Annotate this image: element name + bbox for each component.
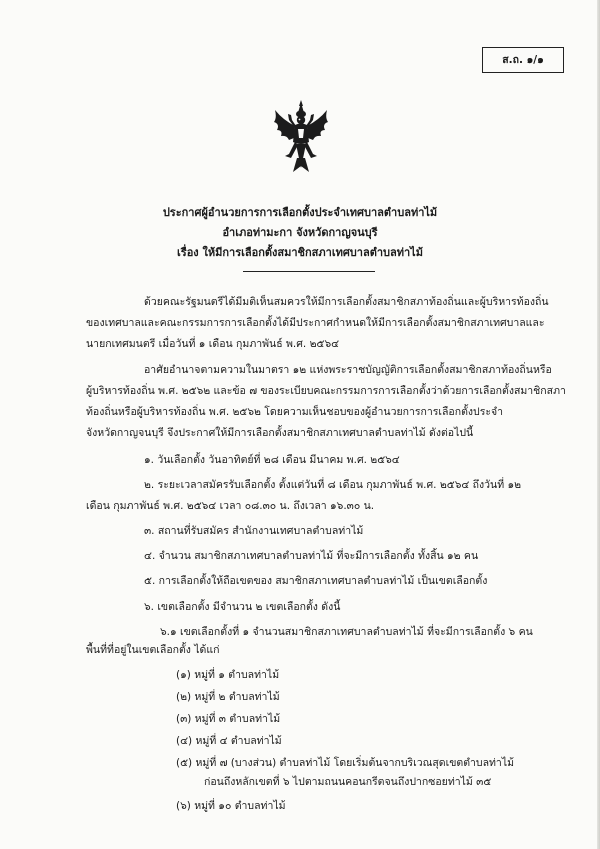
item-2-line-1: ๒. ระยะเวลาสมัครรับเลือกตั้ง ตั้งแต่วันที่ ๘ เดือน กุมภาพันธ์ พ.ศ. ๒๕๖๔ ถึงวันที่ ๑๒ bbox=[144, 479, 522, 491]
item-3-location: ๓. สถานที่รับสมัคร สำนักงานเทศบาลตำบลท่าไม้ bbox=[144, 525, 364, 537]
form-code-box: ส.ถ. ๑/๑ bbox=[482, 47, 564, 73]
item-2-line-2: เดือน กุมภาพันธ์ พ.ศ. ๒๕๖๔ เวลา ๐๘.๓๐ น. ถึงเวลา ๑๖.๓๐ น. bbox=[86, 500, 375, 512]
paragraph-2-line-1: อาศัยอำนาจตามความในมาตรา ๑๒ แห่งพระราชบัญญัติการเลือกตั้งสมาชิกสภาท้องถิ่นหรือ bbox=[144, 364, 552, 376]
title-divider bbox=[243, 271, 375, 272]
village-item-6: (๖) หมู่ที่ ๑๐ ตำบลท่าไม้ bbox=[176, 800, 286, 812]
paragraph-1-line-2: ของเทศบาลและคณะกรรมการการเลือกตั้งได้มีประกาศกำหนดให้มีการเลือกตั้งสมาชิกสภาเทศบาลและ bbox=[86, 317, 545, 329]
item-4-members: ๔. จำนวน สมาชิกสภาเทศบาลตำบลท่าไม้ ที่จะมีการเลือกตั้ง ทั้งสิ้น ๑๒ คน bbox=[144, 550, 479, 562]
paragraph-1-line-1: ด้วยคณะรัฐมนตรีได้มีมติเห็นสมควรให้มีการเลือกตั้งสมาชิกสภาท้องถิ่นและผู้บริหารท้องถิ่น bbox=[144, 296, 549, 308]
village-item-5: (๕) หมู่ที่ ๗ (บางส่วน) ตำบลท่าไม้ โดยเริ่มต้นจากบริเวณสุดเขตตำบลท่าไม้ bbox=[176, 757, 515, 769]
heading-line-1: ประกาศผู้อำนวยการการเลือกตั้งประจำเทศบาลตำบลท่าไม้ bbox=[162, 206, 438, 219]
paragraph-2-line-3: ท้องถิ่นหรือผู้บริหารท้องถิ่น พ.ศ. ๒๕๖๒ โดยความเห็นชอบของผู้อำนวยการการเลือกตั้งประจำ bbox=[86, 406, 504, 418]
paragraph-2-line-4: จังหวัดกาญจนบุรี จึงประกาศให้มีการเลือกตั้งสมาชิกสภาเทศบาลตำบลท่าไม้ ดังต่อไปนี้ bbox=[86, 427, 474, 439]
village-item-1: (๑) หมู่ที่ ๑ ตำบลท่าไม้ bbox=[176, 669, 280, 681]
garuda-emblem-icon bbox=[271, 98, 331, 174]
heading-line-3: เรื่อง ให้มีการเลือกตั้งสมาชิกสภาเทศบาลตำบลท่าไม้ bbox=[177, 246, 423, 259]
item-1-election-day: ๑. วันเลือกตั้ง วันอาทิตย์ที่ ๒๘ เดือน มีนาคม พ.ศ. ๒๕๖๔ bbox=[144, 454, 400, 466]
village-item-2: (๒) หมู่ที่ ๒ ตำบลท่าไม้ bbox=[176, 691, 280, 703]
item-5-district: ๕. การเลือกตั้งให้ถือเขตของ สมาชิกสภาเทศบาลตำบลท่าไม้ เป็นเขตเลือกตั้ง bbox=[144, 575, 488, 587]
village-item-3: (๓) หมู่ที่ ๓ ตำบลท่าไม้ bbox=[176, 713, 281, 725]
paragraph-2-line-2: ผู้บริหารท้องถิ่น พ.ศ. ๒๕๖๒ และข้อ ๗ ของระเบียบคณะกรรมการการเลือกตั้งว่าด้วยการเลือกตั้งสมาชิกสภา bbox=[86, 385, 566, 397]
paragraph-1-line-3: นายกเทศมนตรี เมื่อวันที่ ๑ เดือน กุมภาพันธ์ พ.ศ. ๒๕๖๔ bbox=[86, 338, 340, 350]
village-item-4: (๔) หมู่ที่ ๔ ตำบลท่าไม้ bbox=[176, 735, 282, 747]
heading-line-2: อำเภอท่ามะกา จังหวัดกาญจนบุรี bbox=[222, 226, 378, 239]
item-6-1-line-1: ๖.๑ เขตเลือกตั้งที่ ๑ จำนวนสมาชิกสภาเทศบาลตำบลท่าไม้ ที่จะมีการเลือกตั้ง ๖ คน bbox=[160, 626, 533, 638]
village-item-5-continued: ก่อนถึงหลักเขตที่ ๖ ไปตามถนนคอนกรีตจนถึงปากซอยท่าไม้ ๓๕ bbox=[204, 776, 492, 788]
item-6-constituencies: ๖. เขตเลือกตั้ง มีจำนวน ๒ เขตเลือกตั้ง ดังนี้ bbox=[144, 601, 341, 613]
item-6-1-line-2: พื้นที่ที่อยู่ในเขตเลือกตั้ง ได้แก่ bbox=[86, 644, 220, 656]
